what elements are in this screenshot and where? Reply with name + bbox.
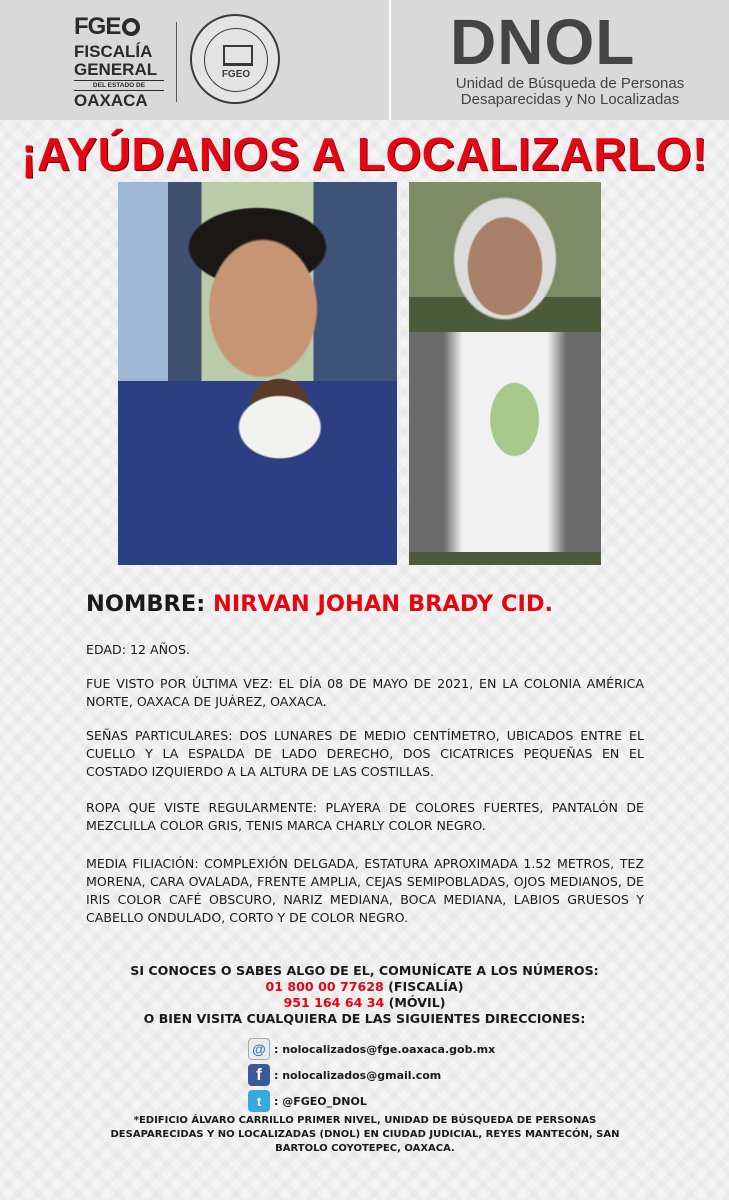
twitter-icon: t	[248, 1090, 270, 1112]
person-name-row	[86, 590, 706, 618]
contact-twitter-row	[248, 1089, 367, 1113]
last-seen-details: FUE VISTO POR ÚLTIMA VEZ: EL DÍA 08 DE MAYO DE 2021, EN LA COLONIA AMÉRICA NORTE, OAXACA DE JUÁREZ, OAXACA.	[86, 676, 644, 709]
fgeo-logo	[74, 14, 164, 110]
dnol-logo: DNOL	[450, 6, 636, 78]
phone-movil-number[interactable]: 951 164 64 34	[283, 995, 385, 1010]
fgeo-o-ring-icon	[122, 18, 140, 36]
missing-person-photo-2	[409, 182, 601, 565]
fgeo-wordmark	[74, 14, 164, 40]
fgeo-seal-icon	[190, 14, 280, 104]
phone-fiscalia-label: (FISCALÍA)	[383, 979, 464, 994]
phone-line-movil	[0, 995, 729, 1011]
contact-email[interactable]: : nolocalizados@fge.oaxaca.gob.mx	[274, 1042, 496, 1056]
office-address-footnote: *EDIFICIO ÁLVARO CARRILLO PRIMER NIVEL, UNIDAD DE BÚSQUEDA DE PERSONAS DESAPARECIDAS Y NO LOCALIZADAS (DNOL) EN CIUDAD JUDICIAL, REYES MANTECÓN, SAN BARTOLO COYOTEPEC, OAXACA.	[110, 1115, 620, 1154]
header-divider	[389, 0, 391, 120]
fgeo-line-fiscalia: FISCALÍA	[74, 42, 153, 61]
physical-description: MEDIA FILIACIÓN: COMPLEXIÓN DELGADA, ESTATURA APROXIMADA 1.52 METROS, TEZ MORENA, CARA OVALADA, FRENTE AMPLIA, CEJAS SEMIPOBLADAS, OJOS MEDIANOS, DE IRIS COLOR CAFÉ OBSCURO, NARIZ MEDIANA, BOCA MEDIANA, LABIOS GRUESOS Y CABELLO ONDULADO, CORTO Y DE COLOR NEGRO.	[86, 856, 644, 925]
fgeo-branding	[0, 0, 390, 120]
contact-email-row	[248, 1037, 495, 1061]
contact-facebook-row	[248, 1063, 441, 1087]
contact-twitter[interactable]: : @FGEO_DNOL	[274, 1094, 367, 1108]
contact-intro: SI CONOCES O SABES ALGO DE EL, COMUNÍCATE A LOS NÚMEROS:	[130, 963, 599, 978]
poster-header	[0, 0, 729, 120]
dnol-unit-line-1: Unidad de Búsqueda de Personas	[455, 75, 685, 92]
poster-headline: ¡AYÚDANOS A LOCALIZARLO!	[21, 128, 708, 180]
phone-movil-label: (MÓVIL)	[384, 995, 446, 1010]
missing-person-photo-1	[118, 182, 397, 565]
email-icon: @	[248, 1038, 270, 1060]
distinguishing-marks: SEÑAS PARTICULARES: DOS LUNARES DE MEDIO CENTÍMETRO, UBICADOS ENTRE EL CUELLO Y LA ESPALDA DE LADO DERECHO, DOS CICATRICES PEQUEÑAS EN EL COSTADO IZQUIERDO A LA ALTURA DE LAS COSTILLAS.	[86, 728, 644, 779]
fgeo-line-oaxaca: OAXACA	[74, 91, 148, 110]
phone-fiscalia-number[interactable]: 01 800 00 77628	[265, 979, 384, 994]
dnol-unit-name	[420, 76, 720, 108]
seal-building-icon	[223, 45, 253, 66]
fgeo-wordmark-text: FGE	[74, 13, 121, 40]
seal-inner-ring	[204, 28, 268, 92]
usual-clothing: ROPA QUE VISTE REGULARMENTE: PLAYERA DE COLORES FUERTES, PANTALÓN DE MEZCLILLA COLOR GRIS, TENIS MARCA CHARLY COLOR NEGRO.	[86, 800, 644, 833]
facebook-icon: f	[248, 1064, 270, 1086]
phone-line-fiscalia	[0, 979, 729, 995]
visit-directions-text: O BIEN VISITA CUALQUIERA DE LAS SIGUIENTES DIRECCIONES:	[143, 1011, 586, 1026]
contact-facebook[interactable]: : nolocalizados@gmail.com	[274, 1068, 442, 1082]
logo-separator	[176, 22, 177, 102]
name-label: NOMBRE:	[86, 591, 206, 617]
person-name: NIRVAN JOHAN BRADY CID.	[213, 591, 554, 617]
seal-wordmark: FGEO	[221, 69, 251, 80]
person-age: EDAD: 12 AÑOS.	[86, 642, 190, 657]
fgeo-line-del-estado: DEL ESTADO DE	[74, 80, 164, 91]
dnol-unit-line-2: Desaparecidas y No Localizadas	[460, 91, 680, 108]
fgeo-line-general: GENERAL	[74, 60, 158, 79]
